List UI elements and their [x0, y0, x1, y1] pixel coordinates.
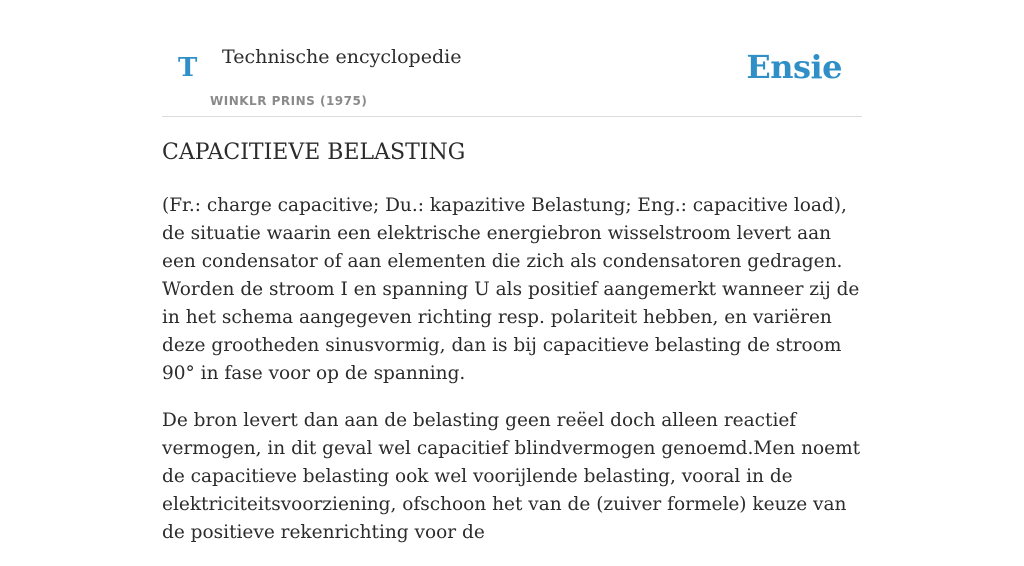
book-title-link[interactable]: Technische encyclopedie	[222, 46, 462, 68]
book-header	[162, 0, 862, 117]
ensie-logo[interactable]: Ensie	[746, 48, 842, 86]
entry-paragraph: (Fr.: charge capacitive; Du.: kapazitive Belastung; Eng.: capacitive load), de situatie waarin een elektrische energiebron wisselstroom levert aan een condensator of aan elementen die zich als condensatoren gedragen. Worden de stroom I en spanning U als positief aangemerkt wanneer zij de in het schema aangegeven richting resp. polariteit hebben, en variëren deze grootheden sinusvormig, dan is bij capacitieve belasting de stroom 90° in fase voor op de spanning.	[162, 195, 860, 384]
entry-title: CAPACITIEVE BELASTING	[162, 140, 466, 165]
book-subtitle: WINKLR PRINS (1975)	[210, 94, 368, 108]
entry-paragraph: De bron levert dan aan de belasting geen reëel doch alleen reactief vermogen, in dit geval wel capacitief blindvermogen genoemd.Men noemt de capacitieve belasting ook wel voorijlende belasting, vooral in de elektriciteitsvoorziening, ofschoon het van de (zuiver formele) keuze van de positieve rekenrichting voor de	[162, 410, 861, 543]
book-icon[interactable]: T	[178, 53, 198, 83]
entry-body	[162, 192, 862, 566]
page	[162, 0, 862, 543]
